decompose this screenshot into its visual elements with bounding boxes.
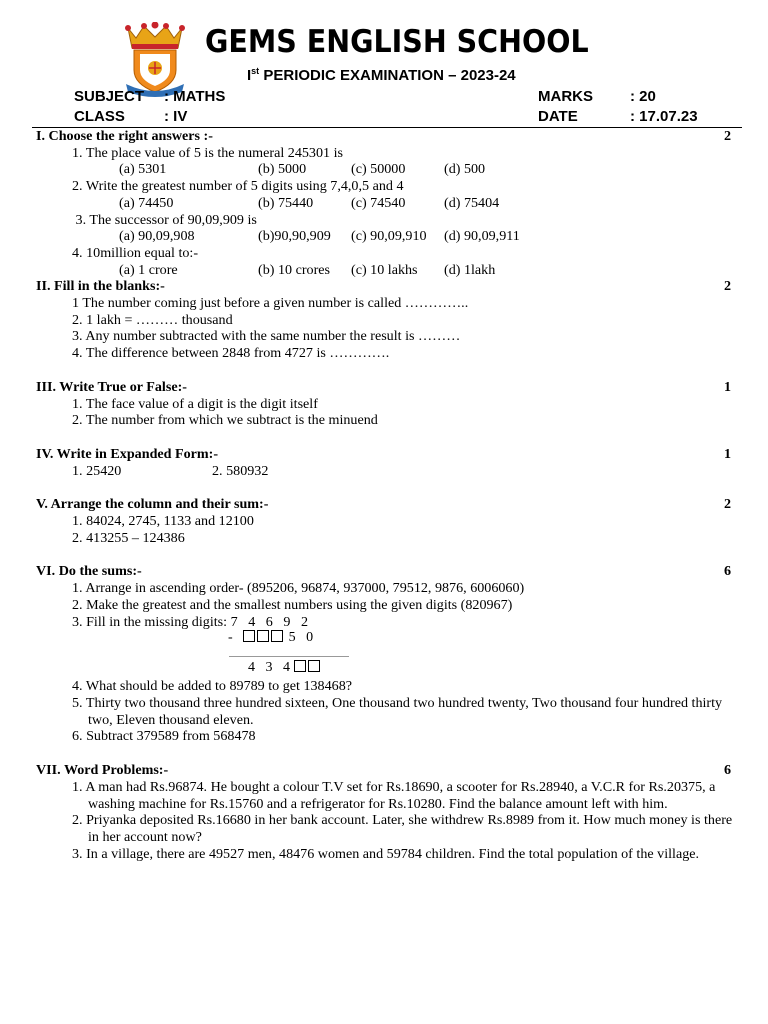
blank-box-icon xyxy=(271,630,283,642)
spacer xyxy=(36,546,746,563)
s6-question-1: 1. Arrange in ascending order- (895206, 96874, 937000, 79512, 9876, 6006060) xyxy=(72,580,525,597)
question-content xyxy=(36,128,746,862)
option: (b) 10 crores xyxy=(258,261,331,278)
sum-result-digits: 4 3 4 xyxy=(248,660,290,676)
s1-q3-options xyxy=(36,228,746,245)
s6-question-4: 4. What should be added to 89789 to get 138468? xyxy=(72,678,353,695)
list-item: 2. 1 lakh = ……… thousand xyxy=(72,311,233,328)
list-item: 2. Priyanka deposited Rs.16680 in her bank account. Later, she withdrew Rs.8989 from it. How much money is there in her account now? xyxy=(72,812,733,845)
date-label: DATE xyxy=(538,108,578,125)
school-name: GEMS ENGLISH SCHOOL xyxy=(205,24,589,60)
exam-title-sup: st xyxy=(251,66,260,76)
list-item: 2. 580932 xyxy=(212,462,269,479)
option: (a) 74450 xyxy=(119,194,174,211)
blank-box-icon xyxy=(294,660,306,672)
sum-known-digits: 5 0 xyxy=(288,630,314,646)
section-6-heading xyxy=(36,563,746,580)
option: (d) 90,09,911 xyxy=(444,228,520,245)
marks-label: MARKS xyxy=(538,88,593,105)
section-2-title: II. Fill in the blanks:- xyxy=(36,278,165,295)
s4-items xyxy=(36,463,746,480)
list-item: 1. 84024, 2745, 1133 and 12100 xyxy=(72,513,254,530)
option: (c) 90,09,910 xyxy=(351,228,427,245)
option: (c) 50000 xyxy=(351,161,406,178)
section-2-heading xyxy=(36,278,746,295)
option: (d) 75404 xyxy=(444,194,500,211)
section-5-marks: 2 xyxy=(723,496,731,513)
list-item: 1. The face value of a digit is the digit itself xyxy=(72,395,318,412)
blank-box-icon xyxy=(257,630,269,642)
section-7-heading xyxy=(36,762,746,779)
date-value: : 17.07.23 xyxy=(630,108,698,125)
minus-sign: - xyxy=(228,630,233,646)
list-item: 2. 413255 – 124386 xyxy=(72,529,185,546)
list-item: 4. The difference between 2848 from 4727 is …………. xyxy=(72,345,390,362)
section-3-title: III. Write True or False:- xyxy=(36,378,187,395)
section-1-title: I. Choose the right answers :- xyxy=(36,128,213,144)
s1-question-4: 4. 10million equal to:- xyxy=(72,244,199,261)
sum-divider xyxy=(229,656,349,657)
sum-row-subtrahend xyxy=(228,630,313,647)
s6-question-6: 6. Subtract 379589 from 568478 xyxy=(72,728,256,745)
section-6-title: VI. Do the sums:- xyxy=(36,563,142,580)
spacer xyxy=(36,745,746,762)
section-3-marks: 1 xyxy=(723,378,731,395)
section-2-marks: 2 xyxy=(723,278,731,295)
s1-q1-options xyxy=(36,161,746,178)
spacer xyxy=(36,429,746,446)
s6-question-5: 5. Thirty two thousand three hundred sixteen, One thousand two hundred twenty, Two thousand four hundred thirty two, Eleven thousand eleven. xyxy=(72,694,723,728)
class-label: CLASS xyxy=(74,108,125,125)
spacer xyxy=(36,362,746,379)
option: (d) 500 xyxy=(444,161,486,178)
sum-row-result xyxy=(248,660,322,677)
school-crest-icon xyxy=(122,22,188,98)
missing-digits-sum xyxy=(36,630,746,678)
list-item: 1. A man had Rs.96874. He bought a colour T.V set for Rs.18690, a scooter for Rs.28940, a V.C.R for Rs.20375, a washing machine for Rs.15760 and a refrigerator for Rs.10280. Find the balance amount left with him. xyxy=(72,778,716,812)
s1-question-3: 3. The successor of 90,09,909 is xyxy=(72,211,257,228)
option: (c) 10 lakhs xyxy=(351,261,418,278)
section-7-title: VII. Word Problems:- xyxy=(36,762,169,779)
section-5-heading xyxy=(36,496,746,513)
list-item: 1. 25420 xyxy=(72,462,122,479)
section-4-title: IV. Write in Expanded Form:- xyxy=(36,445,219,462)
option: (b) 75440 xyxy=(258,194,314,211)
option: (a) 5301 xyxy=(119,161,167,178)
exam-title xyxy=(247,66,516,84)
option: (b)90,90,909 xyxy=(258,228,331,245)
section-6-marks: 6 xyxy=(723,563,731,580)
section-5-title: V. Arrange the column and their sum:- xyxy=(36,496,269,513)
s1-question-2: 2. Write the greatest number of 5 digits using 7,4,0,5 and 4 xyxy=(72,178,404,195)
option: (c) 74540 xyxy=(351,194,406,211)
list-item: 1 The number coming just before a given number is called ………….. xyxy=(72,295,469,312)
subject-label: SUBJECT xyxy=(74,88,145,105)
list-item: 2. The number from which we subtract is the minuend xyxy=(72,412,378,429)
section-7-marks: 6 xyxy=(723,762,731,779)
section-1-marks: 2 xyxy=(723,128,731,144)
blank-box-icon xyxy=(243,630,255,642)
section-4-heading xyxy=(36,446,746,463)
s6-question-3: 3. Fill in the missing digits: 7 4 6 9 2 xyxy=(72,613,309,630)
spacer xyxy=(36,479,746,496)
s1-question-1: 1. The place value of 5 is the numeral 245301 is xyxy=(72,144,343,161)
s6-question-2: 2. Make the greatest and the smallest numbers using the given digits (820967) xyxy=(72,596,513,613)
marks-value: : 20 xyxy=(630,88,656,105)
exam-title-prefix: I xyxy=(247,67,252,84)
section-1-heading xyxy=(36,128,746,145)
section-3-heading xyxy=(36,379,746,396)
list-item: 3. Any number subtracted with the same number the result is ……… xyxy=(72,328,461,345)
class-value: : IV xyxy=(164,108,188,125)
blank-box-icon xyxy=(308,660,320,672)
option: (a) 90,09,908 xyxy=(119,228,195,245)
option: (b) 5000 xyxy=(258,161,307,178)
subject-value: : MATHS xyxy=(164,88,226,105)
option: (d) 1lakh xyxy=(444,261,496,278)
list-item: 3. In a village, there are 49527 men, 48476 women and 59784 children. Find the total population of the village. xyxy=(72,845,700,862)
exam-title-rest: PERIODIC EXAMINATION – 2023-24 xyxy=(259,67,516,84)
option: (a) 1 crore xyxy=(119,261,178,278)
s1-q2-options xyxy=(36,195,746,212)
section-4-marks: 1 xyxy=(723,445,731,462)
s1-q4-options xyxy=(36,262,746,279)
